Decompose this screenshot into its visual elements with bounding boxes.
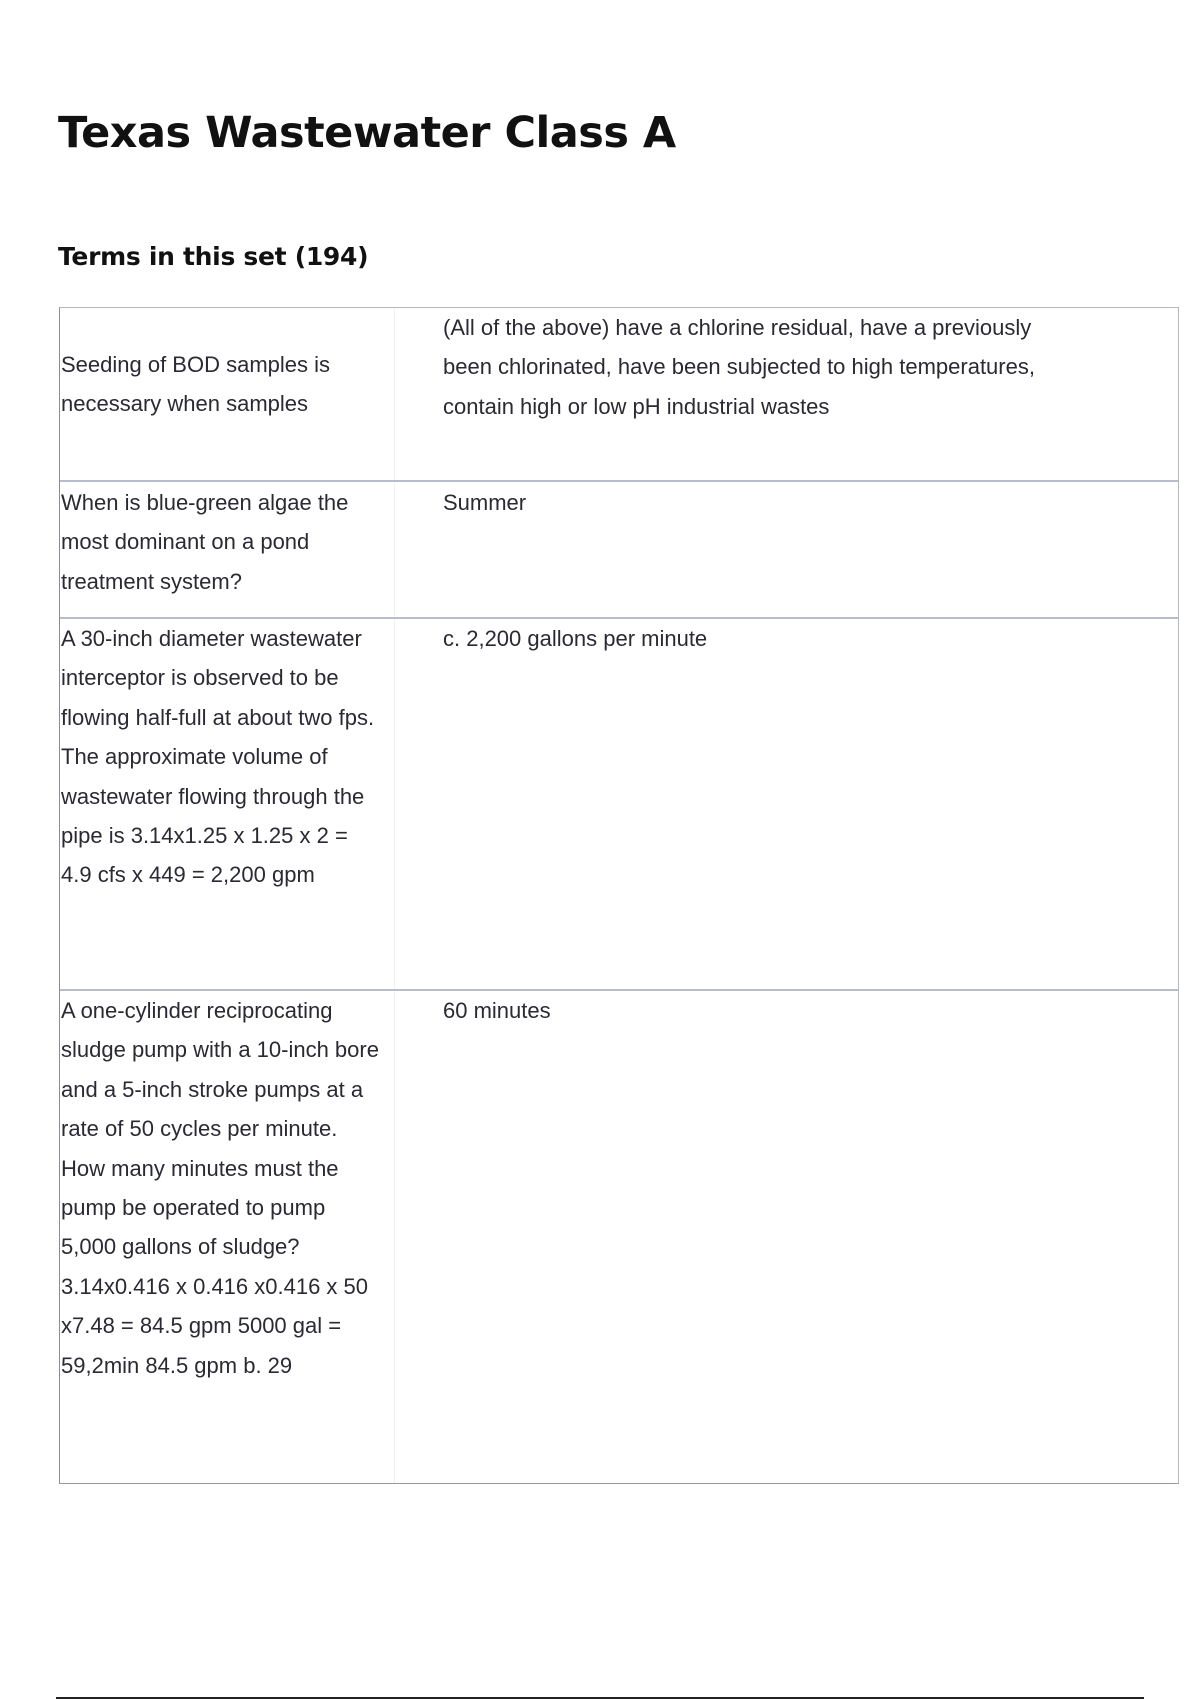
term-text: Seeding of BOD samples is necessary when samples (60, 308, 395, 480)
term-text: A one-cylinder reciprocating sludge pump with a 10-inch bore and a 5-inch stroke pumps at a rate of 50 cycles per minute. How many minutes must the pump be operated to pump 5,000 gallons of sludge? 3.14x0.416 x 0.416 x0.416 x 50 x7.48 = 84.5 gpm 5000 gal = 59,2min 84.5 gpm b. 29 (60, 991, 395, 1483)
term-row (60, 619, 1178, 991)
definition-text: 60 minutes (443, 998, 551, 1023)
terms-count-heading: Terms in this set (194) (58, 242, 369, 271)
term-row (60, 991, 1178, 1483)
definition-text: c. 2,200 gallons per minute (443, 626, 708, 651)
definition-text: (All of the above) have a chlorine residual, have a previously been chlorinated, have been subjected to high temperatures, contain high or low pH industrial wastes (443, 315, 1035, 419)
terms-table (59, 307, 1179, 1484)
term-row (60, 308, 1178, 482)
footer-divider (56, 1697, 1144, 1699)
set-title: Texas Wastewater Class A (58, 108, 676, 158)
term-text: When is blue-green algae the most dominant on a pond treatment system? (60, 482, 395, 617)
definition-text: Summer (443, 490, 527, 515)
term-text: A 30-inch diameter wastewater interceptor is observed to be flowing half-full at about two fps. The approximate volume of wastewater flowing through the pipe is 3.14x1.25 x 1.25 x 2 = 4.9 cfs x 449 = 2,200 gpm (60, 619, 395, 989)
term-row (60, 482, 1178, 619)
